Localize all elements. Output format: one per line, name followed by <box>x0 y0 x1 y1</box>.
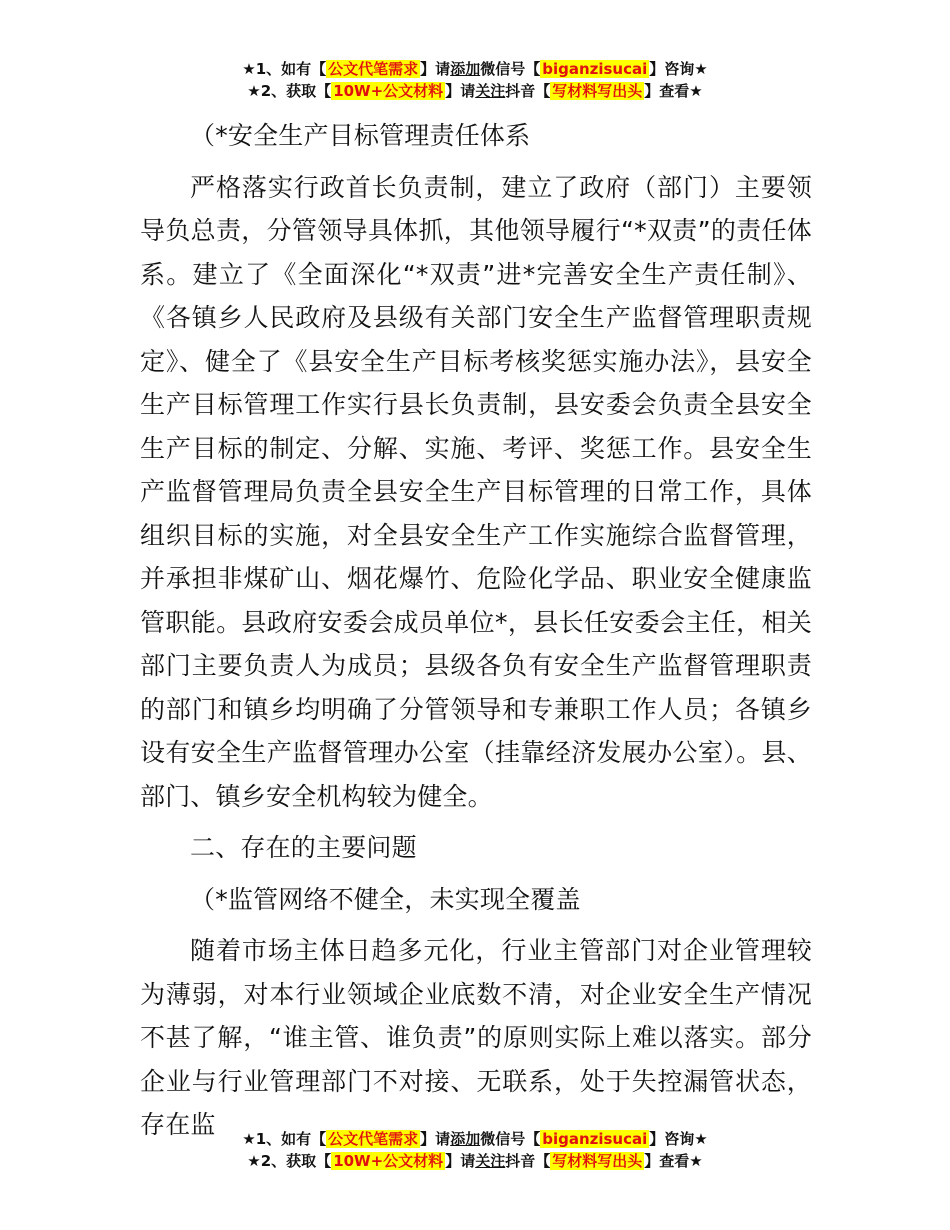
banner-text: ★1、如有【 <box>242 60 327 78</box>
banner-line-2 <box>0 1150 950 1172</box>
banner-line-1 <box>0 1128 950 1150</box>
highlight-douyin: 写材料写出头 <box>552 1152 643 1170</box>
banner-text: ★2、获取【 <box>247 1152 332 1170</box>
highlight-materials: 10W+公文材料 <box>333 1152 444 1170</box>
banner-text: ★1、如有【 <box>242 1130 327 1148</box>
banner-emphasis: 关注 <box>475 1152 506 1170</box>
banner-emphasis: 关注 <box>475 82 506 100</box>
highlight-wechat-id: biganzisucai <box>542 1130 648 1148</box>
banner-text: 】请 <box>420 1130 451 1148</box>
subsection-heading: （*监管网络不健全，未实现全覆盖 <box>190 884 581 914</box>
section-heading: 二、存在的主要问题 <box>190 833 417 862</box>
highlight-douyin: 写材料写出头 <box>552 82 643 100</box>
bottom-banner <box>0 1128 950 1172</box>
banner-text: 】查看★ <box>644 1152 703 1170</box>
banner-emphasis: 添加 <box>450 1130 481 1148</box>
banner-text: 】咨询★ <box>649 60 708 78</box>
banner-text: ★2、获取【 <box>247 82 332 100</box>
banner-text: 】请 <box>445 82 476 100</box>
banner-line-1 <box>0 58 950 80</box>
banner-text: 】查看★ <box>644 82 703 100</box>
section-heading: （*安全生产目标管理责任体系 <box>190 121 531 150</box>
banner-text: 微信号【 <box>480 1130 541 1148</box>
top-banner <box>0 58 950 102</box>
highlight-service: 公文代笔需求 <box>328 60 419 78</box>
banner-emphasis: 添加 <box>450 60 481 78</box>
banner-text: 微信号【 <box>480 60 541 78</box>
highlight-materials: 10W+公文材料 <box>333 82 444 100</box>
body-paragraph: 严格落实行政首长负责制，建立了政府（部门）主要领导负总责，分管领导具体抓，其他领导履行“*双责”的责任体系。建立了《全面深化“*双责”进*完善安全生产责任制》、《各镇乡人民政府及县级有关部门安全生产监督管理职责规定》、健全了《县安全生产目标考核奖惩实施办法》，县安全生产目标管理工作实行县长负责制，县安委会负责全县安全生产目标的制定、分解、实施、考评、奖惩工作。县安全生产监督管理局负责全县安全生产目标管理的日常工作，具体组织目标的实施，对全县安全生产工作实施综合监督管理，并承担非煤矿山、烟花爆竹、危险化学品、职业安全健康监管职能。县政府安委会成员单位*，县长任安委会主任，相关部门主要负责人为成员；县级各负有安全生产监督管理职责的部门和镇乡均明确了分管领导和专兼职工作人员；各镇乡设有安全生产监督管理办公室（挂靠经济发展办公室）。县、部门、镇乡安全机构较为健全。 <box>140 172 812 811</box>
highlight-service: 公文代笔需求 <box>328 1130 419 1148</box>
banner-text: 抖音【 <box>505 82 551 100</box>
document-body <box>140 114 812 1147</box>
banner-text: 抖音【 <box>505 1152 551 1170</box>
banner-text: 】咨询★ <box>649 1130 708 1148</box>
body-paragraph: 随着市场主体日趋多元化，行业主管部门对企业管理较为薄弱，对本行业领域企业底数不清，对企业安全生产情况不甚了解，“谁主管、谁负责”的原则实际上难以落实。部分企业与行业管理部门不对接、无联系，处于失控漏管状态，存在监 <box>140 936 812 1139</box>
highlight-wechat-id: biganzisucai <box>542 60 648 78</box>
banner-line-2 <box>0 80 950 102</box>
banner-text: 】请 <box>445 1152 476 1170</box>
banner-text: 】请 <box>420 60 451 78</box>
